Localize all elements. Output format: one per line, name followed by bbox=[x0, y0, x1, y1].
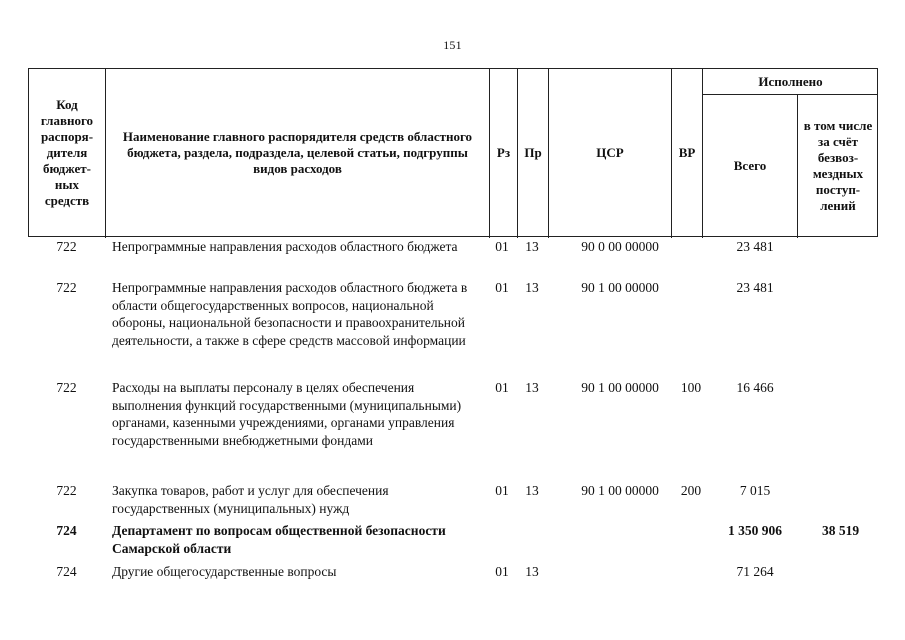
header-gratuitous: в том числе за счёт безвоз-мездных поступ-лений bbox=[803, 117, 873, 213]
cell-pr: 13 bbox=[525, 564, 539, 579]
cell-rz: 01 bbox=[495, 280, 509, 295]
cell-code: 722 bbox=[56, 280, 77, 295]
header-vr: ВР bbox=[678, 144, 696, 160]
cell-csr: 90 1 00 00000 bbox=[581, 380, 659, 395]
cell-gratuitous: 38 519 bbox=[821, 523, 860, 538]
cell-name: Расходы на выплаты персоналу в целях обеспечения выполнения функций государственными (муниципальными) органами, казенными учреждениями, органами управления государственными внебюджетными фондами bbox=[112, 380, 462, 448]
header-rz: Рз bbox=[496, 144, 511, 160]
cell-total: 23 481 bbox=[736, 239, 774, 254]
cell-total: 71 264 bbox=[736, 564, 774, 579]
cell-total: 23 481 bbox=[736, 280, 774, 295]
cell-code: 724 bbox=[56, 564, 77, 579]
cell-name: Закупка товаров, работ и услуг для обеспечения государственных (муниципальных) нужд bbox=[112, 483, 389, 516]
page-number: 151 bbox=[443, 38, 462, 52]
cell-rz: 01 bbox=[495, 380, 509, 395]
cell-pr: 13 bbox=[525, 380, 539, 395]
cell-code: 722 bbox=[56, 380, 77, 395]
cell-name: Непрограммные направления расходов областного бюджета bbox=[112, 239, 458, 254]
header-code: Код главного распоря-дителя бюджет-ных средств bbox=[40, 96, 94, 208]
header-total: Всего bbox=[733, 157, 767, 173]
header-csr: ЦСР bbox=[596, 144, 624, 160]
cell-name: Департамент по вопросам общественной безопасности Самарской области bbox=[112, 523, 446, 556]
cell-total: 7 015 bbox=[739, 483, 771, 498]
header-executed: Исполнено bbox=[758, 73, 823, 89]
cell-csr: 90 0 00 00000 bbox=[581, 239, 659, 254]
cell-csr: 90 1 00 00000 bbox=[581, 280, 659, 295]
cell-total: 16 466 bbox=[736, 380, 774, 395]
cell-code: 724 bbox=[56, 523, 77, 538]
cell-name: Непрограммные направления расходов областного бюджета в области общегосударственных вопросов, национальной обороны, национальной безопасности и правоохранительной деятельности, а также в сфере средств массовой информации bbox=[112, 280, 468, 348]
cell-vr: 200 bbox=[680, 483, 702, 498]
cell-rz: 01 bbox=[495, 564, 509, 579]
cell-pr: 13 bbox=[525, 280, 539, 295]
cell-code: 722 bbox=[56, 239, 77, 254]
cell-rz: 01 bbox=[495, 239, 509, 254]
header-name: Наименование главного распорядителя средств областного бюджета, раздела, подраздела, целевой статьи, подгруппы видов расходов bbox=[122, 128, 473, 176]
cell-rz: 01 bbox=[495, 483, 509, 498]
header-pr: Пр bbox=[524, 144, 542, 160]
cell-code: 722 bbox=[56, 483, 77, 498]
cell-pr: 13 bbox=[525, 483, 539, 498]
table-header bbox=[28, 68, 878, 237]
cell-vr: 100 bbox=[680, 380, 702, 395]
cell-name: Другие общегосударственные вопросы bbox=[112, 564, 337, 579]
cell-pr: 13 bbox=[525, 239, 539, 254]
cell-total: 1 350 906 bbox=[728, 523, 782, 538]
cell-csr: 90 1 00 00000 bbox=[581, 483, 659, 498]
